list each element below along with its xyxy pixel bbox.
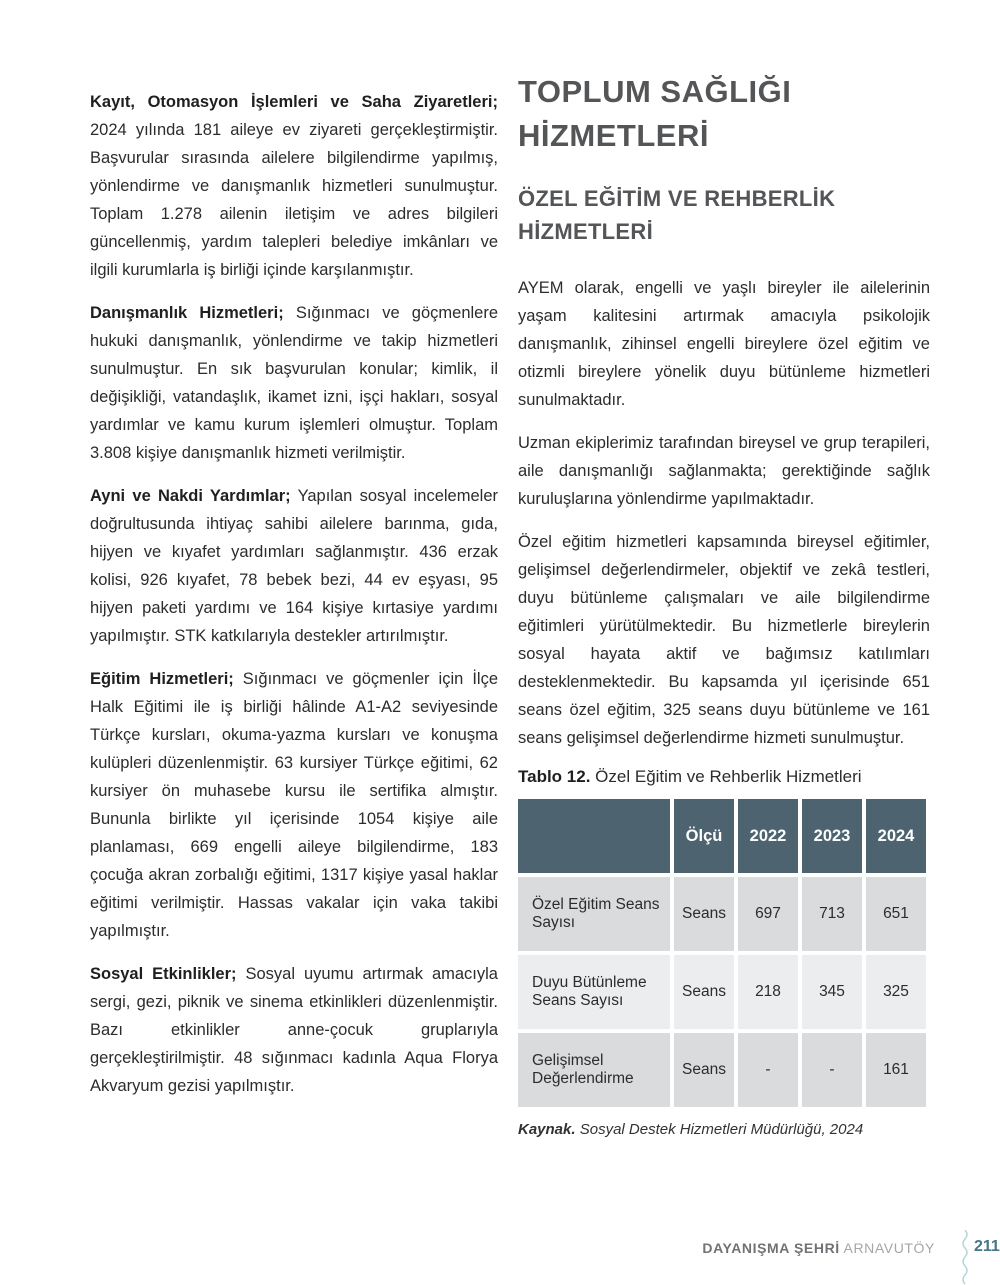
table-header-2024: 2024 bbox=[866, 799, 926, 873]
table-cell-value: 161 bbox=[866, 1033, 926, 1107]
table-caption-label: Tablo 12. bbox=[518, 767, 591, 786]
subsection-title: ÖZEL EĞİTİM VE REHBERLİK HİZMETLERİ bbox=[518, 186, 836, 244]
table-caption-text: Özel Eğitim ve Rehberlik Hizmetleri bbox=[595, 767, 862, 786]
table-cell-value: 651 bbox=[866, 877, 926, 951]
right-column bbox=[518, 70, 930, 1138]
table-source-label: Kaynak. bbox=[518, 1121, 576, 1138]
paragraph-lead: Ayni ve Nakdi Yardımlar; bbox=[90, 487, 291, 505]
table-cell-value: 218 bbox=[738, 955, 798, 1029]
footer-brand bbox=[702, 1240, 935, 1256]
paragraph-lead: Sosyal Etkinlikler; bbox=[90, 965, 237, 983]
table-header-empty bbox=[518, 799, 670, 873]
table-header-2022: 2022 bbox=[738, 799, 798, 873]
table-cell-value: 345 bbox=[802, 955, 862, 1029]
footer-brand-bold: DAYANIŞMA ŞEHRİ bbox=[702, 1240, 840, 1256]
paragraph-lead: Kayıt, Otomasyon İşlemleri ve Saha Ziyaretleri; bbox=[90, 93, 498, 111]
paragraph-lead: Eğitim Hizmetleri; bbox=[90, 670, 234, 688]
paragraph-text: Sığınmacı ve göçmenlere hukuki danışmanlık, yönlendirme ve takip hizmetleri sunulmuştur. En sık başvurulan konular; kimlik, il değişikliği, vatandaşlık, ikamet izni, işçi hakları, sosyal yardımlar ve kamu kurum işlemleri olmuştur. Toplam 3.808 kişiye danışmanlık hizmeti verilmiştir. bbox=[90, 304, 499, 462]
table-header-olcu: Ölçü bbox=[674, 799, 734, 873]
table-cell-value: - bbox=[802, 1033, 862, 1107]
paragraph-ayni-nakdi bbox=[90, 482, 498, 650]
table-source bbox=[518, 1121, 930, 1138]
table-cell-unit: Seans bbox=[674, 1033, 734, 1107]
paragraph-uzman-ekipler: Uzman ekiplerimiz tarafından bireysel ve grup terapileri, aile danışmanlığı sağlanmakta; gerektiğinde sağlık kuruluşlarına yönlendirme yapılmaktadır. bbox=[518, 434, 930, 508]
table-ozel-egitim-rehberlik bbox=[518, 799, 926, 1107]
paragraph-text: Sığınmacı ve göçmenler için İlçe Halk Eğitimi ile iş birliği hâlinde A1-A2 seviyesinde Türkçe kursları, okuma-yazma kursları ve konuşma kulüpleri düzenlenmiştir. 63 kursiyer Türkçe eğitimi, 62 kursiyer ön muhasebe kursu ile sertifika almıştır. Bununla birlikte yıl içerisinde 1054 kişiye aile planlaması, 669 engelli aileye bilgilendirme, 183 çocuğa akran zorbalığı eğitimi, 1317 kişiye yasal haklar eğitimi verilmiştir. Hassas vakalar için vaka takibi yapılmıştır. bbox=[90, 670, 498, 940]
table-caption bbox=[518, 767, 930, 787]
paragraph-kayit-otomasyon bbox=[90, 88, 498, 284]
page-number: 211 bbox=[974, 1238, 1000, 1255]
table-cell-value: 697 bbox=[738, 877, 798, 951]
table-row-label: Özel Eğitim Seans Sayısı bbox=[518, 877, 670, 951]
section-title: TOPLUM SAĞLIĞI HİZMETLERİ bbox=[518, 74, 792, 153]
footer-wavy-divider bbox=[960, 1230, 970, 1285]
table-header-2023: 2023 bbox=[802, 799, 862, 873]
paragraph-sosyal-etkinlikler bbox=[90, 960, 498, 1100]
table-cell-value: - bbox=[738, 1033, 798, 1107]
table-source-text: Sosyal Destek Hizmetleri Müdürlüğü, 2024 bbox=[579, 1121, 864, 1138]
table-cell-value: 713 bbox=[802, 877, 862, 951]
table-cell-unit: Seans bbox=[674, 877, 734, 951]
table-row-label: Gelişimsel Değerlendirme bbox=[518, 1033, 670, 1107]
table-row-label: Duyu Bütünleme Seans Sayısı bbox=[518, 955, 670, 1029]
left-column bbox=[90, 88, 498, 1115]
table-cell-value: 325 bbox=[866, 955, 926, 1029]
paragraph-danismanlik bbox=[90, 299, 498, 467]
table-cell-unit: Seans bbox=[674, 955, 734, 1029]
paragraph-ayem: AYEM olarak, engelli ve yaşlı bireyler ile ailelerinin yaşam kalitesini artırmak amacıyla psikolojik danışmanlık, zihinsel engelli bireylere özel eğitim ve otizmli bireylere yönelik duyu bütünleme hizmetleri sunulmaktadır. bbox=[518, 279, 930, 409]
paragraph-lead: Danışmanlık Hizmetleri; bbox=[90, 304, 284, 322]
paragraph-text: Yapılan sosyal incelemeler doğrultusunda ihtiyaç sahibi ailelere barınma, gıda, hijyen ve kıyafet yardımları sağlanmıştır. 436 erzak kolisi, 926 kıyafet, 78 bebek bezi, 44 ev eşyası, 95 hijyen paketi yardımı ve 164 kişiye kırtasiye yardımı yapılmıştır. STK katkılarıyla destekler artırılmıştır. bbox=[90, 487, 498, 645]
paragraph-text: Sosyal uyumu artırmak amacıyla sergi, gezi, piknik ve sinema etkinlikleri düzenlenmiştir. Bazı etkinlikler anne-çocuk gruplarıyla gerçekleştirilmiştir. 48 sığınmacı kadınla Aqua Florya Akvaryum gezisi yapılmıştır. bbox=[90, 965, 498, 1095]
paragraph-ozel-egitim: Özel eğitim hizmetleri kapsamında bireysel eğitimler, gelişimsel değerlendirmeler, objektif ve zekâ testleri, duyu bütünleme çalışmaları ve aile bilgilendirme eğitimleri yürütülmektedir. Bu hizmetlerle bireylerin sosyal hayata aktif ve bağımsız katılımları desteklenmektedir. Bu kapsamda yıl içerisinde 651 seans özel eğitim, 325 seans duyu bütünleme ve 161 seans gelişimsel değerlendirme hizmeti sunulmuştur. bbox=[518, 533, 930, 747]
footer-brand-regular: ARNAVUTÖY bbox=[843, 1240, 935, 1256]
paragraph-egitim bbox=[90, 665, 498, 945]
paragraph-text: 2024 yılında 181 aileye ev ziyareti gerçekleştirmiştir. Başvurular sırasında ailelere bilgilendirme yapılmış, yönlendirme ve danışmanlık hizmetleri sunulmuştur. Toplam 1.278 ailenin iletişim ve adres bilgileri güncellenmiş, yardım talepleri belediye imkânları ve ilgili kurumlarla iş birliği içinde karşılanmıştır. bbox=[90, 121, 498, 279]
